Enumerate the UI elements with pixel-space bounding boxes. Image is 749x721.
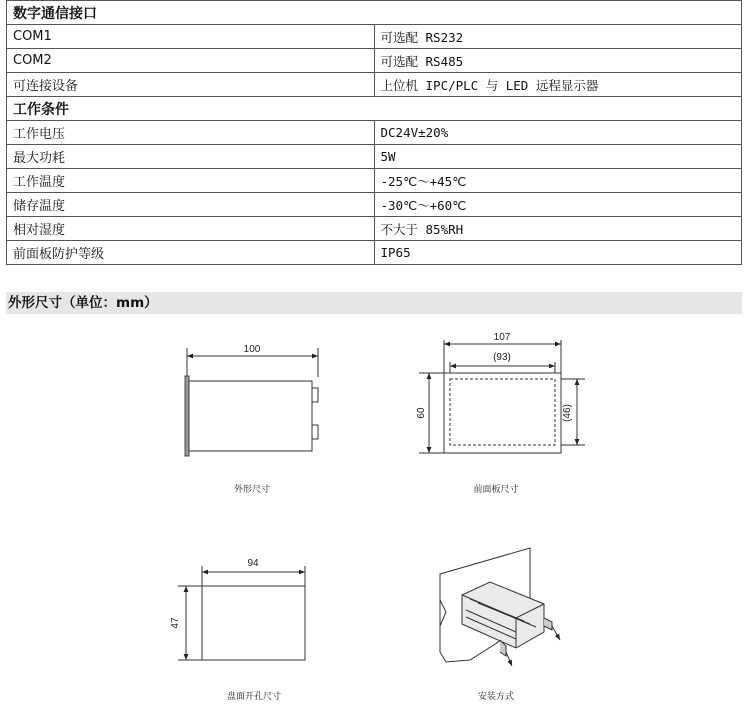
param-cell: COM2 (7, 49, 375, 73)
outline-width-label: 100 (243, 344, 261, 355)
front-inner-width-label: (93) (493, 352, 511, 363)
param-cell: 最大功耗 (7, 145, 375, 169)
value-cell: 上位机 IPC/PLC 与 LED 远程显示器 (374, 73, 742, 97)
value-cell: 不大于 85%RH (374, 217, 742, 241)
outline-caption: 外形尺寸 (233, 485, 271, 495)
mounting-caption: 安装方式 (477, 692, 515, 702)
param-cell: 工作电压 (7, 121, 375, 145)
dimensions-section-title: 外形尺寸（单位：mm） (6, 292, 742, 314)
section-title: 数字通信接口 (7, 1, 742, 25)
param-cell: 前面板防护等级 (7, 241, 375, 265)
cutout-caption: 盘面开孔尺寸 (226, 692, 282, 702)
front-inner-height-label: (46) (562, 404, 573, 422)
value-cell: 5W (374, 145, 742, 169)
front-panel-caption: 前面板尺寸 (473, 485, 519, 495)
param-cell: 储存温度 (7, 193, 375, 217)
value-cell: 可选配 RS485 (374, 49, 742, 73)
outline-drawing (185, 348, 318, 456)
cutout-width-label: 94 (247, 558, 259, 569)
front-outer-width-label: 107 (493, 332, 511, 343)
cutout-drawing (178, 566, 305, 660)
param-cell: COM1 (7, 25, 375, 49)
value-cell: -30℃～+60℃ (374, 193, 742, 217)
value-cell: DC24V±20% (374, 121, 742, 145)
value-cell: IP65 (374, 241, 742, 265)
mounting-illustration (440, 548, 560, 666)
value-cell: 可选配 RS232 (374, 25, 742, 49)
param-cell: 可连接设备 (7, 73, 375, 97)
front-height-label: 60 (416, 407, 427, 419)
param-cell: 相对湿度 (7, 217, 375, 241)
section-title: 工作条件 (7, 97, 742, 121)
cutout-height-label: 47 (170, 617, 181, 629)
param-cell: 工作温度 (7, 169, 375, 193)
value-cell: -25℃～+45℃ (374, 169, 742, 193)
